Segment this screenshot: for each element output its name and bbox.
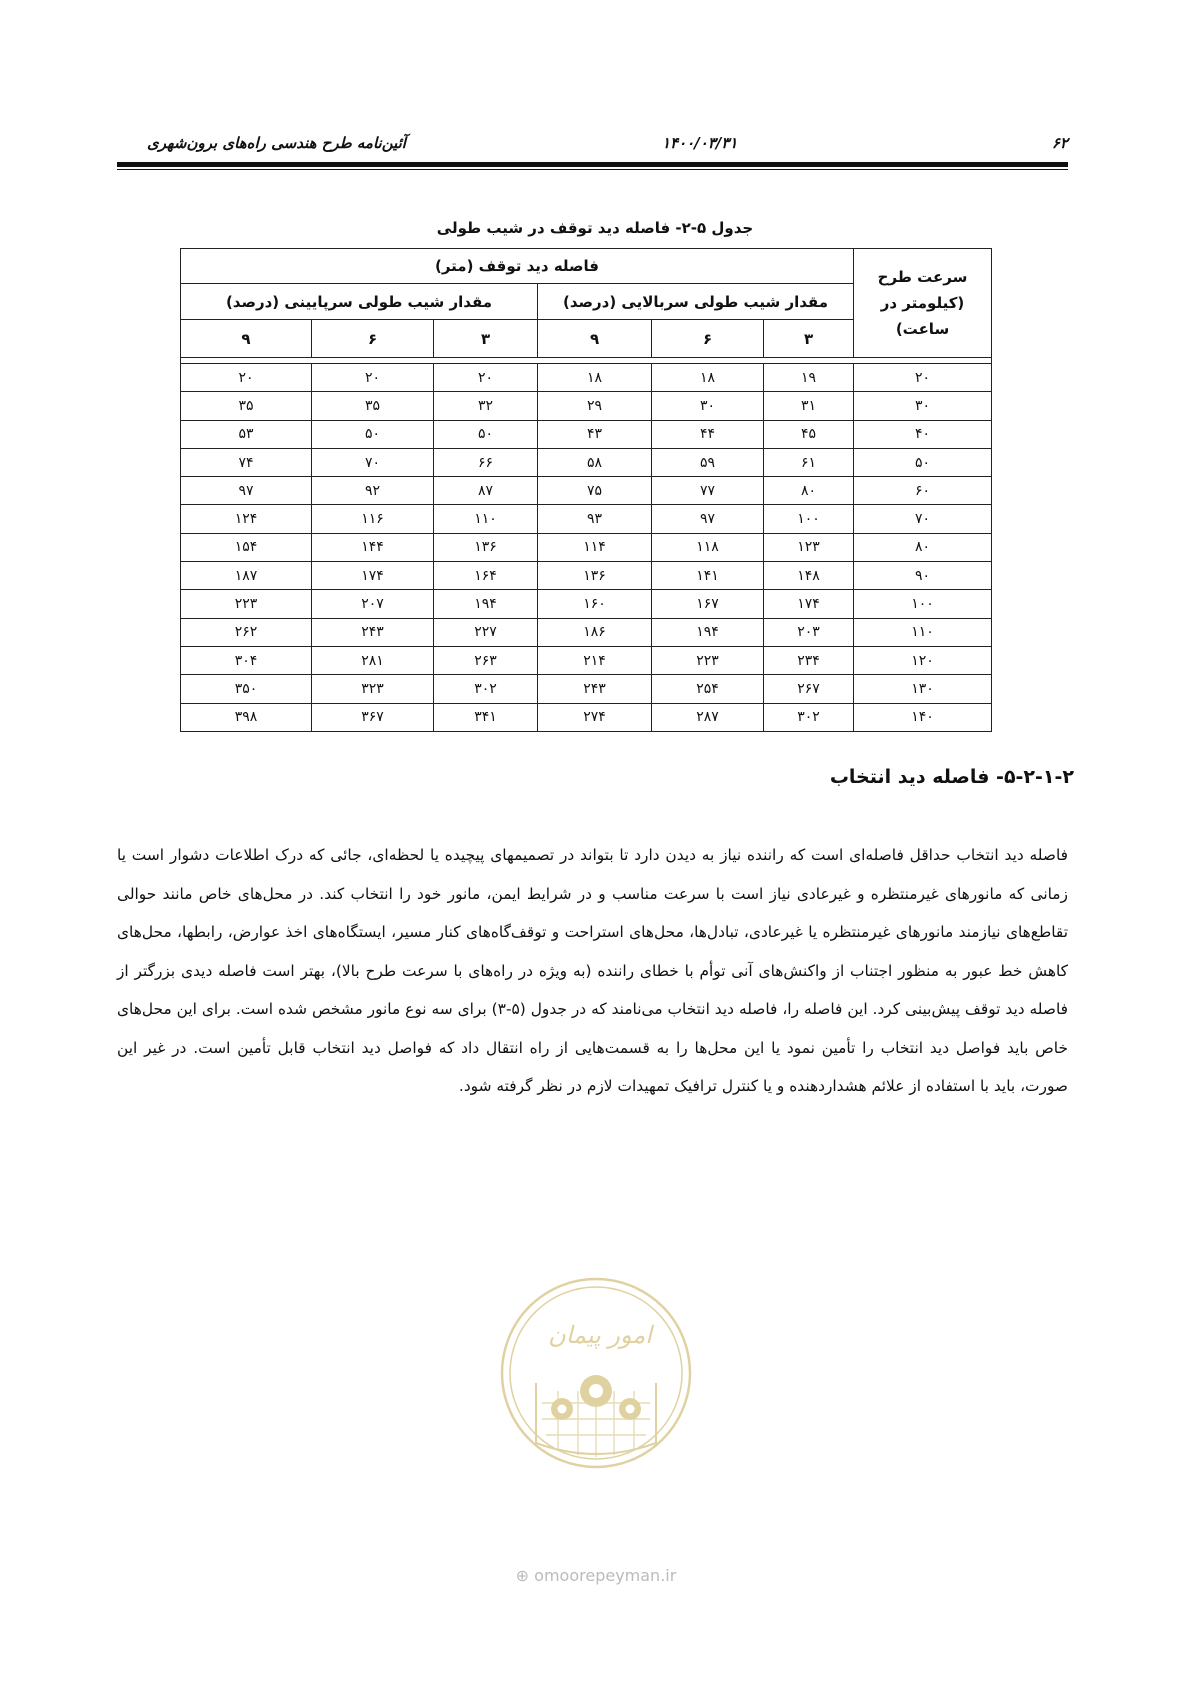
uphill-cell: ۱۹۴: [652, 618, 764, 646]
downhill-cell: ۳۵: [181, 392, 312, 420]
table-row: [181, 420, 992, 448]
uphill-cell: ۹۳: [538, 505, 652, 533]
grade-header: ۹: [181, 320, 312, 358]
speed-column-header: [854, 249, 992, 358]
downhill-cell: ۸۷: [434, 477, 538, 505]
header-date: ۱۴۰۰/۰۳/۳۱: [662, 134, 738, 152]
grade-header: ۹: [538, 320, 652, 358]
downhill-cell: ۳۲۳: [312, 675, 434, 703]
uphill-cell: ۱۴۱: [652, 562, 764, 590]
uphill-cell: ۱۸۶: [538, 618, 652, 646]
uphill-cell: ۲۱۴: [538, 646, 652, 674]
group-header: فاصله دید توقف (متر): [181, 249, 854, 284]
speed-cell: ۸۰: [854, 533, 992, 561]
downhill-cell: ۳۵: [312, 392, 434, 420]
uphill-cell: ۵۸: [538, 448, 652, 476]
downhill-cell: ۶۶: [434, 448, 538, 476]
uphill-cell: ۲۰۳: [764, 618, 854, 646]
section-heading: ۵-۲-۱-۲- فاصله دید انتخاب: [829, 766, 1074, 788]
table-row: [181, 533, 992, 561]
speed-cell: ۱۲۰: [854, 646, 992, 674]
header-rule-thin: [117, 169, 1068, 170]
downhill-cell: ۱۸۷: [181, 562, 312, 590]
uphill-header: مقدار شیب طولی سربالایی (درصد): [538, 284, 854, 320]
table-row: [181, 675, 992, 703]
uphill-cell: ۱۲۳: [764, 533, 854, 561]
table-row: [181, 590, 992, 618]
globe-icon: ⊕: [515, 1566, 530, 1585]
downhill-cell: ۲۶۳: [434, 646, 538, 674]
uphill-cell: ۹۷: [652, 505, 764, 533]
table-row: [181, 618, 992, 646]
uphill-cell: ۷۷: [652, 477, 764, 505]
downhill-cell: ۱۴۴: [312, 533, 434, 561]
downhill-cell: ۳۹۸: [181, 703, 312, 731]
uphill-cell: ۱۱۸: [652, 533, 764, 561]
downhill-cell: ۷۴: [181, 448, 312, 476]
body-paragraph: فاصله دید انتخاب حداقل فاصله‌ای است که راننده نیاز به دیدن دارد تا بتواند در تصمیمهای پیچیده یا لحظه‌ای، جائی که درک اطلاعات دشوار است یا زمانی که مانورهای غیرمنتظره و غیرعادی نیاز است با سرعت مناسب و در شرایط ایمن، مانور خود را انتخاب کند. در محل‌های خاص مانند حوالی تقاطع‌های نیازمند مانورهای غیرمنتظره یا غیرعادی، تبادل‌ها، محل‌های استراحت و توقف‌گاه‌های کنار مسیر، ایستگاه‌های اخذ عوارض، رابطها، محل‌های کاهش خط عبور به منظور اجتناب از واکنش‌های آنی توأم با خطای راننده (به ویژه در راه‌های با سرعت طرح بالا)، بهتر است فاصله دیدی بزرگتر از فاصله دید توقف پیش‌بینی کرد. این فاصله را، فاصله دید انتخاب می‌نامند که در جدول (۵-۳) برای سه نوع مانور مشخص شده است. برای این محل‌های خاص باید فواصل دید انتخاب را تأمین نمود یا این محل‌ها را به قسمت‌هایی از راه انتقال داد که فواصل دید انتخاب قابل تأمین است. در غیر این صورت، باید با استفاده از علائم هشداردهنده و یا کنترل ترافیک تمهیدات لازم در نظر گرفته شود.: [117, 846, 1069, 1095]
page-number: ۶۲: [1051, 134, 1068, 152]
uphill-cell: ۴۵: [764, 420, 854, 448]
uphill-cell: ۴۴: [652, 420, 764, 448]
table-row: [181, 392, 992, 420]
downhill-cell: ۱۱۰: [434, 505, 538, 533]
table-row: [181, 364, 992, 392]
uphill-cell: ۱۸: [538, 364, 652, 392]
uphill-cell: ۱۷۴: [764, 590, 854, 618]
speed-cell: ۲۰: [854, 364, 992, 392]
uphill-cell: ۴۳: [538, 420, 652, 448]
speed-cell: ۱۳۰: [854, 675, 992, 703]
table-row: [181, 505, 992, 533]
page-header: [117, 134, 1068, 158]
speed-header-text: سرعت طرح (کیلومتر در ساعت): [877, 267, 968, 339]
speed-cell: ۴۰: [854, 420, 992, 448]
speed-cell: ۵۰: [854, 448, 992, 476]
table-row: [181, 477, 992, 505]
downhill-cell: ۱۲۴: [181, 505, 312, 533]
downhill-header: مقدار شیب طولی سرپایینی (درصد): [181, 284, 538, 320]
speed-cell: ۱۰۰: [854, 590, 992, 618]
uphill-cell: ۲۷۴: [538, 703, 652, 731]
downhill-cell: ۹۲: [312, 477, 434, 505]
uphill-cell: ۲۸۷: [652, 703, 764, 731]
downhill-cell: ۱۶۴: [434, 562, 538, 590]
downhill-cell: ۵۰: [312, 420, 434, 448]
downhill-cell: ۱۷۴: [312, 562, 434, 590]
uphill-cell: ۷۵: [538, 477, 652, 505]
downhill-cell: ۳۰۴: [181, 646, 312, 674]
speed-cell: ۹۰: [854, 562, 992, 590]
uphill-cell: ۳۱: [764, 392, 854, 420]
downhill-cell: ۲۲۷: [434, 618, 538, 646]
uphill-cell: ۲۵۴: [652, 675, 764, 703]
header-title: آئین‌نامه طرح هندسی راه‌های برون‌شهری: [147, 134, 406, 152]
uphill-cell: ۱۱۴: [538, 533, 652, 561]
uphill-cell: ۱۴۸: [764, 562, 854, 590]
speed-cell: ۱۱۰: [854, 618, 992, 646]
downhill-cell: ۹۷: [181, 477, 312, 505]
uphill-cell: ۲۶۷: [764, 675, 854, 703]
table-row: [181, 448, 992, 476]
downhill-cell: ۲۰: [434, 364, 538, 392]
grade-header: ۶: [652, 320, 764, 358]
downhill-cell: ۵۰: [434, 420, 538, 448]
downhill-cell: ۲۰۷: [312, 590, 434, 618]
downhill-cell: ۲۰: [181, 364, 312, 392]
uphill-cell: ۱۰۰: [764, 505, 854, 533]
grade-header: ۳: [764, 320, 854, 358]
header-rule-thick: [117, 162, 1068, 167]
table-row: [181, 646, 992, 674]
stopping-sight-distance-table: [180, 248, 992, 732]
uphill-cell: ۲۴۳: [538, 675, 652, 703]
uphill-cell: ۳۰۲: [764, 703, 854, 731]
downhill-cell: ۲۶۲: [181, 618, 312, 646]
downhill-cell: ۳۶۷: [312, 703, 434, 731]
grade-header: ۶: [312, 320, 434, 358]
uphill-cell: ۱۶۷: [652, 590, 764, 618]
uphill-cell: ۲۳۴: [764, 646, 854, 674]
watermark-url-text: omoorepeyman.ir: [534, 1566, 677, 1585]
downhill-cell: ۵۳: [181, 420, 312, 448]
downhill-cell: ۱۳۶: [434, 533, 538, 561]
uphill-cell: ۱۹: [764, 364, 854, 392]
downhill-cell: ۲۲۳: [181, 590, 312, 618]
uphill-cell: ۱۳۶: [538, 562, 652, 590]
downhill-cell: ۳۲: [434, 392, 538, 420]
uphill-cell: ۸۰: [764, 477, 854, 505]
uphill-cell: ۶۱: [764, 448, 854, 476]
uphill-cell: ۲۲۳: [652, 646, 764, 674]
watermark-url: [496, 1566, 696, 1585]
downhill-cell: ۷۰: [312, 448, 434, 476]
table-body: [181, 364, 992, 732]
downhill-cell: ۲۸۱: [312, 646, 434, 674]
downhill-cell: ۳۵۰: [181, 675, 312, 703]
speed-cell: ۶۰: [854, 477, 992, 505]
table-caption: جدول ۵-۲- فاصله دید توقف در شیب طولی: [436, 219, 754, 237]
watermark-logo-text: امور پیمان: [548, 1321, 652, 1349]
downhill-cell: ۲۴۳: [312, 618, 434, 646]
downhill-cell: ۲۰: [312, 364, 434, 392]
speed-cell: ۱۴۰: [854, 703, 992, 731]
watermark-logo: [496, 1273, 696, 1473]
downhill-cell: ۱۵۴: [181, 533, 312, 561]
downhill-cell: ۳۴۱: [434, 703, 538, 731]
speed-cell: ۳۰: [854, 392, 992, 420]
uphill-cell: ۲۹: [538, 392, 652, 420]
downhill-cell: ۱۱۶: [312, 505, 434, 533]
speed-cell: ۷۰: [854, 505, 992, 533]
uphill-cell: ۳۰: [652, 392, 764, 420]
downhill-cell: ۳۰۲: [434, 675, 538, 703]
downhill-cell: ۱۹۴: [434, 590, 538, 618]
table-row: [181, 703, 992, 731]
grade-header: ۳: [434, 320, 538, 358]
uphill-cell: ۱۸: [652, 364, 764, 392]
uphill-cell: ۵۹: [652, 448, 764, 476]
uphill-cell: ۱۶۰: [538, 590, 652, 618]
table-row: [181, 562, 992, 590]
